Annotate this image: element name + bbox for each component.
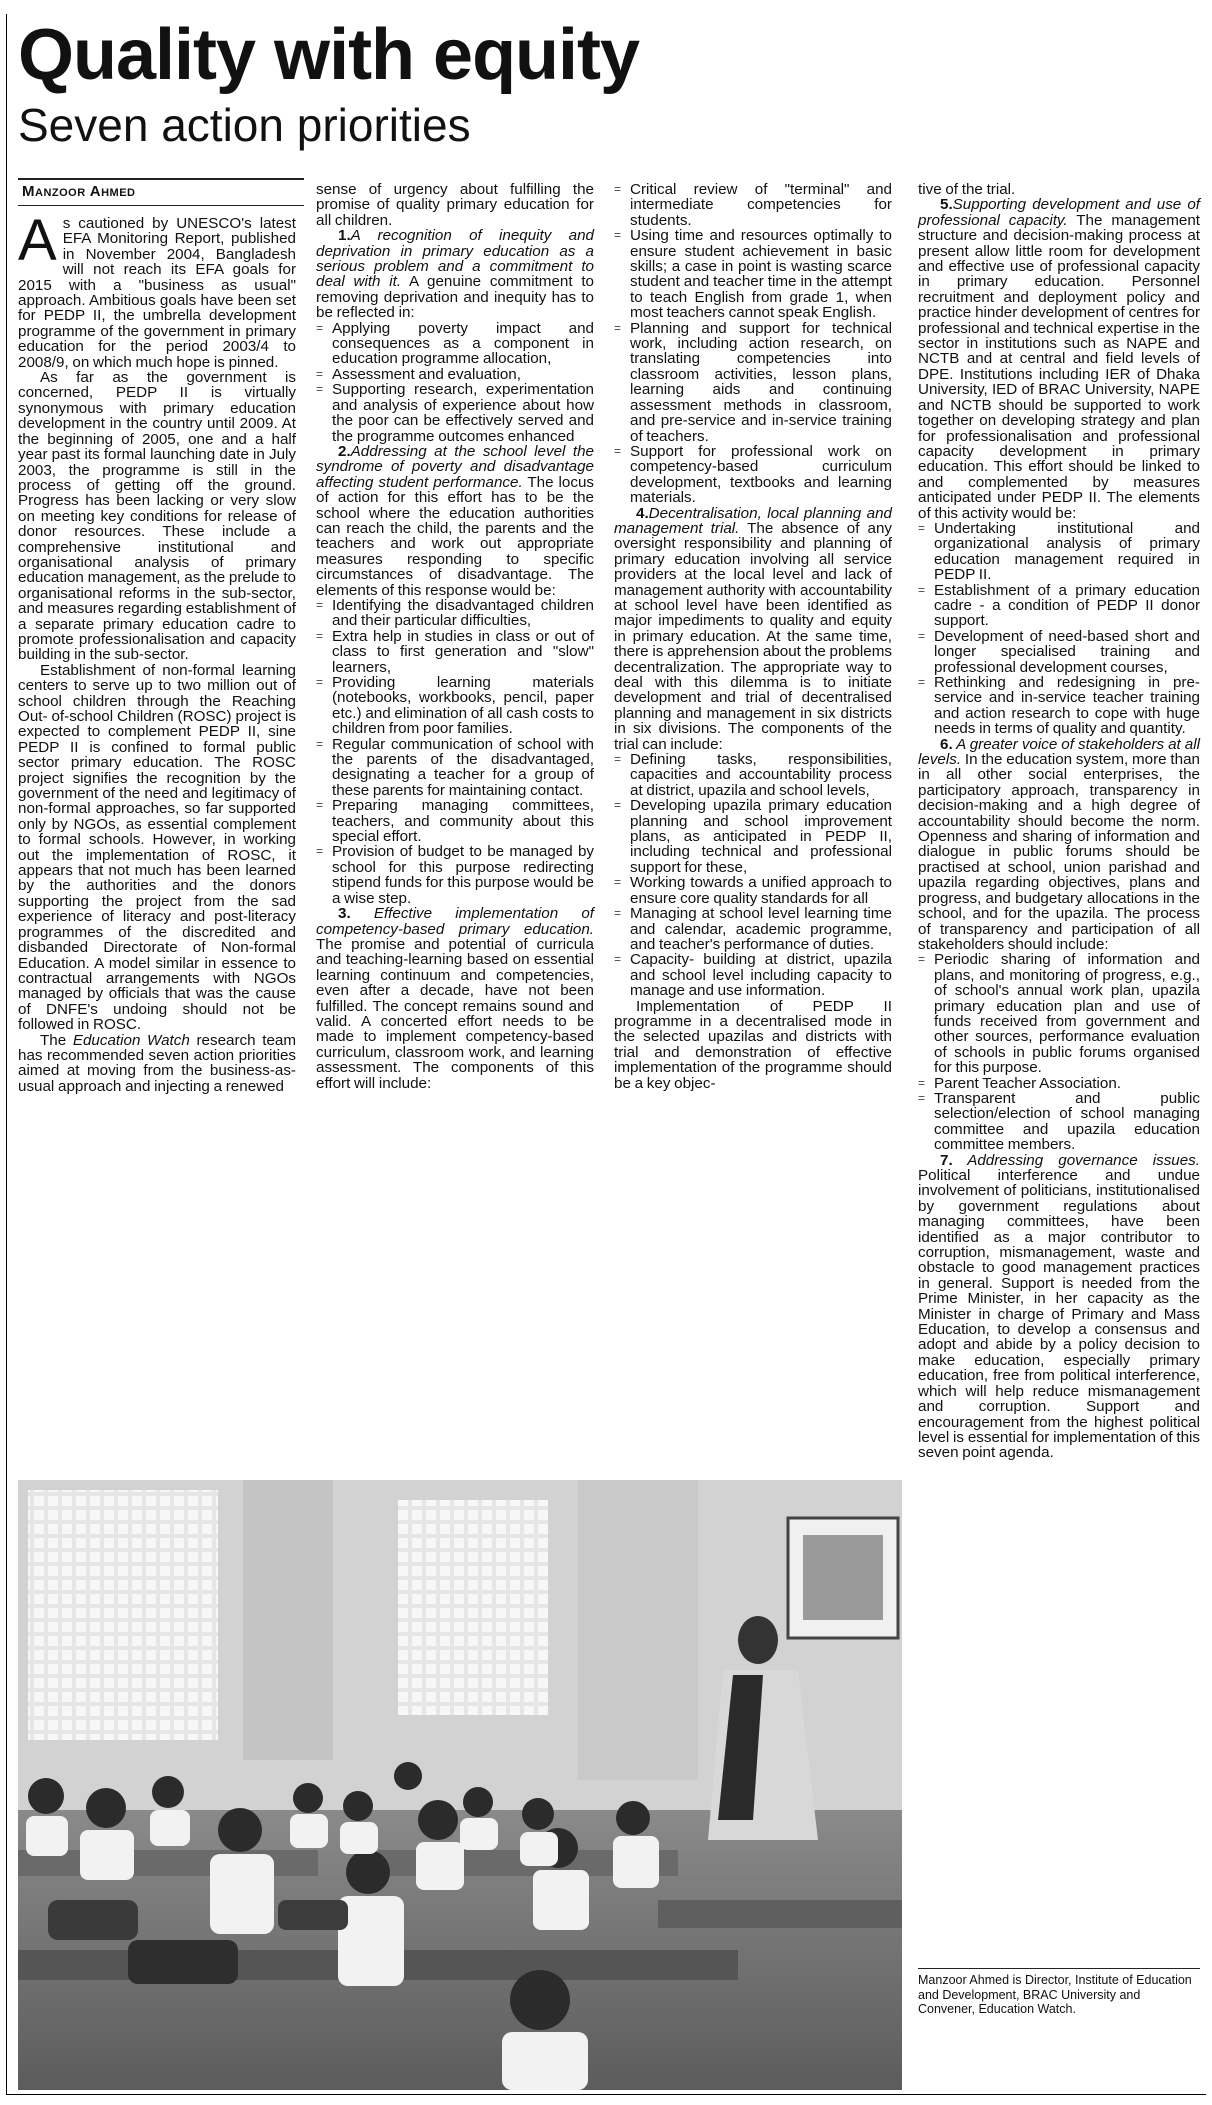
priority-3-heading: Effective implementation of competency-based primary education. [316, 905, 594, 938]
list-item: = Defining tasks, responsibilities, capacities and accountability process at district, upazila and school levels, [614, 752, 892, 798]
list-item: = Provision of budget to be managed by school for this purpose redirecting stipend funds for this purpose would be a wise step. [316, 844, 594, 906]
list-item: = Extra help in studies in class or out of class to first generation and "slow" learners, [316, 629, 594, 675]
list-item: = Undertaking institutional and organizational analysis of primary education management required in PEDP II. [918, 521, 1200, 583]
list-item: = Providing learning materials (notebooks, workbooks, pencil, paper etc.) and elimination of all cash costs to children from poor families. [316, 675, 594, 737]
list-item: = Periodic sharing of information and plans, and monitoring of progress, e.g., of school's annual work plan, upazila primary education plan and use of funds received from government and other sources, performance evaluation of schools in public forums organised for this purpose. [918, 952, 1200, 1075]
priority-4-heading: Decentralisation, local planning and management trial. [614, 504, 892, 537]
list-item: = Managing at school level learning time and calendar, academic programme, and teacher's performance of duties. [614, 906, 892, 952]
education-watch-name: Education Watch [72, 1031, 190, 1049]
priority-2-number: 2. [338, 442, 351, 460]
priority-4 [614, 506, 892, 753]
list-item: = Regular communication of school with the parents of the disadvantaged, designating a teacher for a group of these parents for maintaining contact. [316, 737, 594, 799]
priority-2 [316, 444, 594, 598]
col1-paragraph-4 [18, 1033, 296, 1095]
list-item: = Critical review of "terminal" and intermediate competencies for students. [614, 182, 892, 228]
list-item: = Transparent and public selection/election of school managing committee and upazila education committee members. [918, 1091, 1200, 1153]
list-item: = Capacity- building at district, upazila and school level including capacity to manage and use information. [614, 952, 892, 998]
col1-p4-post: research team has recommended seven action priorities aimed at moving from the business-as-usual approach and injecting a renewed [18, 1031, 297, 1095]
priority-6-heading: A greater voice of stakeholders at all levels. [918, 735, 1200, 769]
column-3 [614, 182, 892, 1091]
priority-7-number: 7. [940, 1151, 953, 1169]
priority-5-body: The management structure and decision-making process at present allow little room for development and effective use of professional capacity in primary education. Personnel recruitment and deployment policy and practice hinder development of centres for professional and technical expertise in the sector in institutions such as NAPE and NCTB and at central and field levels of DPE. Institutions including IER of Dhaka University, IED of BRAC University, NAPE and NCTB should be supported to work together on developing strategy and plan for professionalisation and professional capacity development in primary education. This effort should be linked to and complemented by measures anticipated under PEDP II. The elements of this activity would be: [918, 211, 1201, 522]
col2-paragraph-1: sense of urgency about fulfilling the promise of quality primary education for all children. [316, 181, 594, 229]
priority-3-list [614, 182, 892, 506]
list-item: = Rethinking and redesigning in pre-service and in-service teacher training and action research to cope with huge needs in terms of quality and quantity. [918, 675, 1200, 737]
col3-closing-paragraph: Implementation of PEDP II programme in a decentralised mode in the selected upazilas and districts with trial and demonstration of effective implementation of the programme should be a key objec- [614, 997, 892, 1092]
list-item: = Working towards a unified approach to ensure core quality standards for all [614, 875, 892, 906]
priority-1-list [316, 321, 594, 444]
priority-3-body: The promise and potential of curricula and teaching-learning based on essential learning continuum and competencies, even after a decade, have not been fulfilled. The concept remains sound and valid. A concerted effort needs to be made to implement competency-based curriculum, classroom work, and learning assessment. The components of this effort will include: [316, 935, 594, 1092]
priority-2-body: The locus of action for this effort has to be the school where the education authorities can reach the child, the parents and the teachers and work out appropriate measures responding to specific circumstances of disadvantage. The elements of this response would be: [316, 473, 595, 599]
priority-3 [316, 906, 594, 1091]
priority-2-heading: Addressing at the school level the syndrome of poverty and disadvantage affecting student performance. [316, 442, 594, 491]
priority-4-body: The absence of any oversight responsibility and planning of primary education involving all service providers at the local level and lack of management authority with accountability at school level have been identified as major impediments to quality and equity in primary education. At the same time, there is apprehension about the problems decentralization. The appropriate way to deal with this dilemma is to initiate development and trial of decentralised planning and management in six districts in six divisions. The components of the trial can include: [614, 519, 892, 753]
priority-6 [918, 737, 1200, 953]
bottom-rule [6, 2094, 1206, 2095]
priority-5 [918, 197, 1200, 521]
list-item: = Using time and resources optimally to ensure student achievement in basic skills; a case in point is wasting scarce student and teacher time in the attempt to teach English from grade 1, when most teachers cannot speak English. [614, 228, 892, 320]
priority-3-number: 3. [338, 905, 351, 923]
priority-7-body: Political interference and undue involvement of politicians, institutionalised by government regulations about managing committees, have been identified as a major contributor to corruption, mismanagement, waste and obstacle to good management practices in general. Support is needed from the Prime Minister, in her capacity as the Minister in charge of Primary and Mass Education, to develop a consensus and adopt and abide by a policy decision to make education, especially primary education, free from political interference, which will help reduce mismanagement and corruption. Support and encouragement from the highest political level is essential for implementation of this seven point agenda. [918, 1167, 1200, 1462]
classroom-photo [18, 1480, 902, 2090]
col1-paragraph-1: As cautioned by UNESCO's latest EFA Monitoring Report, published in November 2004, Bangladesh will not reach its EFA goals for 2015 with a "business as usual" approach. Ambitious goals have been set for PEDP II, the umbrella development programme of the government in primary education for the period 2003/4 to 2008/9, on which much hope is pinned. [18, 208, 296, 371]
article-subheadline: Seven action priorities [18, 99, 471, 151]
list-item: = Assessment and evaluation, [316, 367, 594, 382]
col4-paragraph-1: tive of the trial. [918, 181, 1016, 198]
list-item: = Developing upazila primary education planning and school improvement plans, as anticipated in PEDP II, including technical and professional support for these, [614, 798, 892, 875]
list-item: = Preparing managing committees, teachers, and community about this special effort. [316, 798, 594, 844]
priority-4-list [614, 752, 892, 999]
priority-5-heading: Supporting development and use of professional capacity. [918, 196, 1200, 229]
column-2 [316, 182, 594, 1091]
col1-paragraph-2: As far as the government is concerned, PEDP II is virtually synonymous with primary education development in the country until 2009. At the beginning of 2005, one and a half year past its formal launching date in July 2003, the programme is still in the process of getting off the ground. Progress has been lacking or very slow on meeting key conditions for release of donor resources. These include a comprehensive institutional and organisational analysis of primary education management, as the prelude to organisational reforms in the sub-sector, and measures regarding establishment of a separate primary education cadre to promote professionalisation and capacity building in the sub-sector. [18, 369, 296, 664]
list-item: = Parent Teacher Association. [918, 1076, 1200, 1091]
priority-7-heading: Addressing governance issues. [952, 1151, 1200, 1169]
priority-6-list [918, 952, 1200, 1152]
author-caption: Manzoor Ahmed is Director, Institute of Education and Development, BRAC University and Convener, Education Watch. [918, 1968, 1200, 2017]
priority-1 [316, 228, 594, 320]
list-item: = Establishment of a primary education cadre - a condition of PEDP II donor support. [918, 583, 1200, 629]
left-rule [6, 14, 7, 2094]
column-4 [918, 182, 1200, 1461]
classroom-photo-illustration [18, 1480, 902, 2090]
priority-1-heading: A recognition of inequity and deprivation in primary education as a serious problem and a commitment to deal with it. [316, 227, 594, 291]
priority-4-number: 4. [636, 504, 649, 522]
priority-5-list [918, 521, 1200, 737]
list-item: = Applying poverty impact and consequences as a component in education programme allocation, [316, 321, 594, 367]
column-1 [18, 208, 297, 1095]
author-byline: Manzoor Ahmed [22, 183, 136, 200]
priority-1-body: A genuine commitment to removing deprivation and inequity has to be reflected in: [316, 273, 594, 322]
list-item: = Supporting research, experimentation and analysis of experience about how the poor can be effectively served and the programme outcomes enhanced [316, 382, 594, 444]
priority-7 [918, 1153, 1200, 1461]
priority-1-number: 1. [338, 227, 351, 245]
list-item: = Development of need-based short and longer specialised training and professional development courses, [918, 629, 1200, 675]
list-item: = Support for professional work on competency-based curriculum development, textbooks and learning materials. [614, 444, 892, 506]
list-item: = Identifying the disadvantaged children and their particular difficulties, [316, 598, 594, 629]
article-headline: Quality with equity [18, 15, 640, 95]
priority-5-number: 5. [940, 196, 953, 214]
priority-2-list [316, 598, 594, 906]
priority-6-number: 6. [940, 735, 953, 753]
col1-p4-pre: The [40, 1031, 73, 1049]
byline-box [18, 178, 304, 206]
list-item: = Planning and support for technical work, including action research, on translating competencies into classroom activities, lesson plans, learning aids and continuing assessment methods in classroom, and pre-service and in-service training of teachers. [614, 321, 892, 444]
priority-6-body: In the education system, more than in all other social enterprises, the participatory approach, transparency in decision-making and a high degree of accountability should become the norm. Openness and sharing of information and dialogue in public forums should be practised at school, union parishad and upazila regarding objectives, plans and progress, and budgetary allocations in the school, and for the upazila. The process of transparency and participation of all stakeholders should include: [918, 751, 1200, 953]
col1-paragraph-3: Establishment of non-formal learning centers to serve up to two million out of school children through the Reaching Out- of-school Children (ROSC) project is expected to complement PEDP II, sine PEDP II is confined to formal public sector primary education. The ROSC project signifies the recognition by the government of the need and legitimacy of non-formal approaches, so far supported only by NGOs, as essential complement to formal schools. However, in working out the implementation of ROSC, it appears that not much has been learned by the authorities and the donors supporting the project from the sad experience of literacy and post-literacy programmes of the discredited and disbanded Directorate of Non-formal Education. A model similar in essence to contractual arrangements with NGOs managed by officials that was the cause of DNFE's undoing should not be followed in ROSC. [18, 661, 296, 1034]
